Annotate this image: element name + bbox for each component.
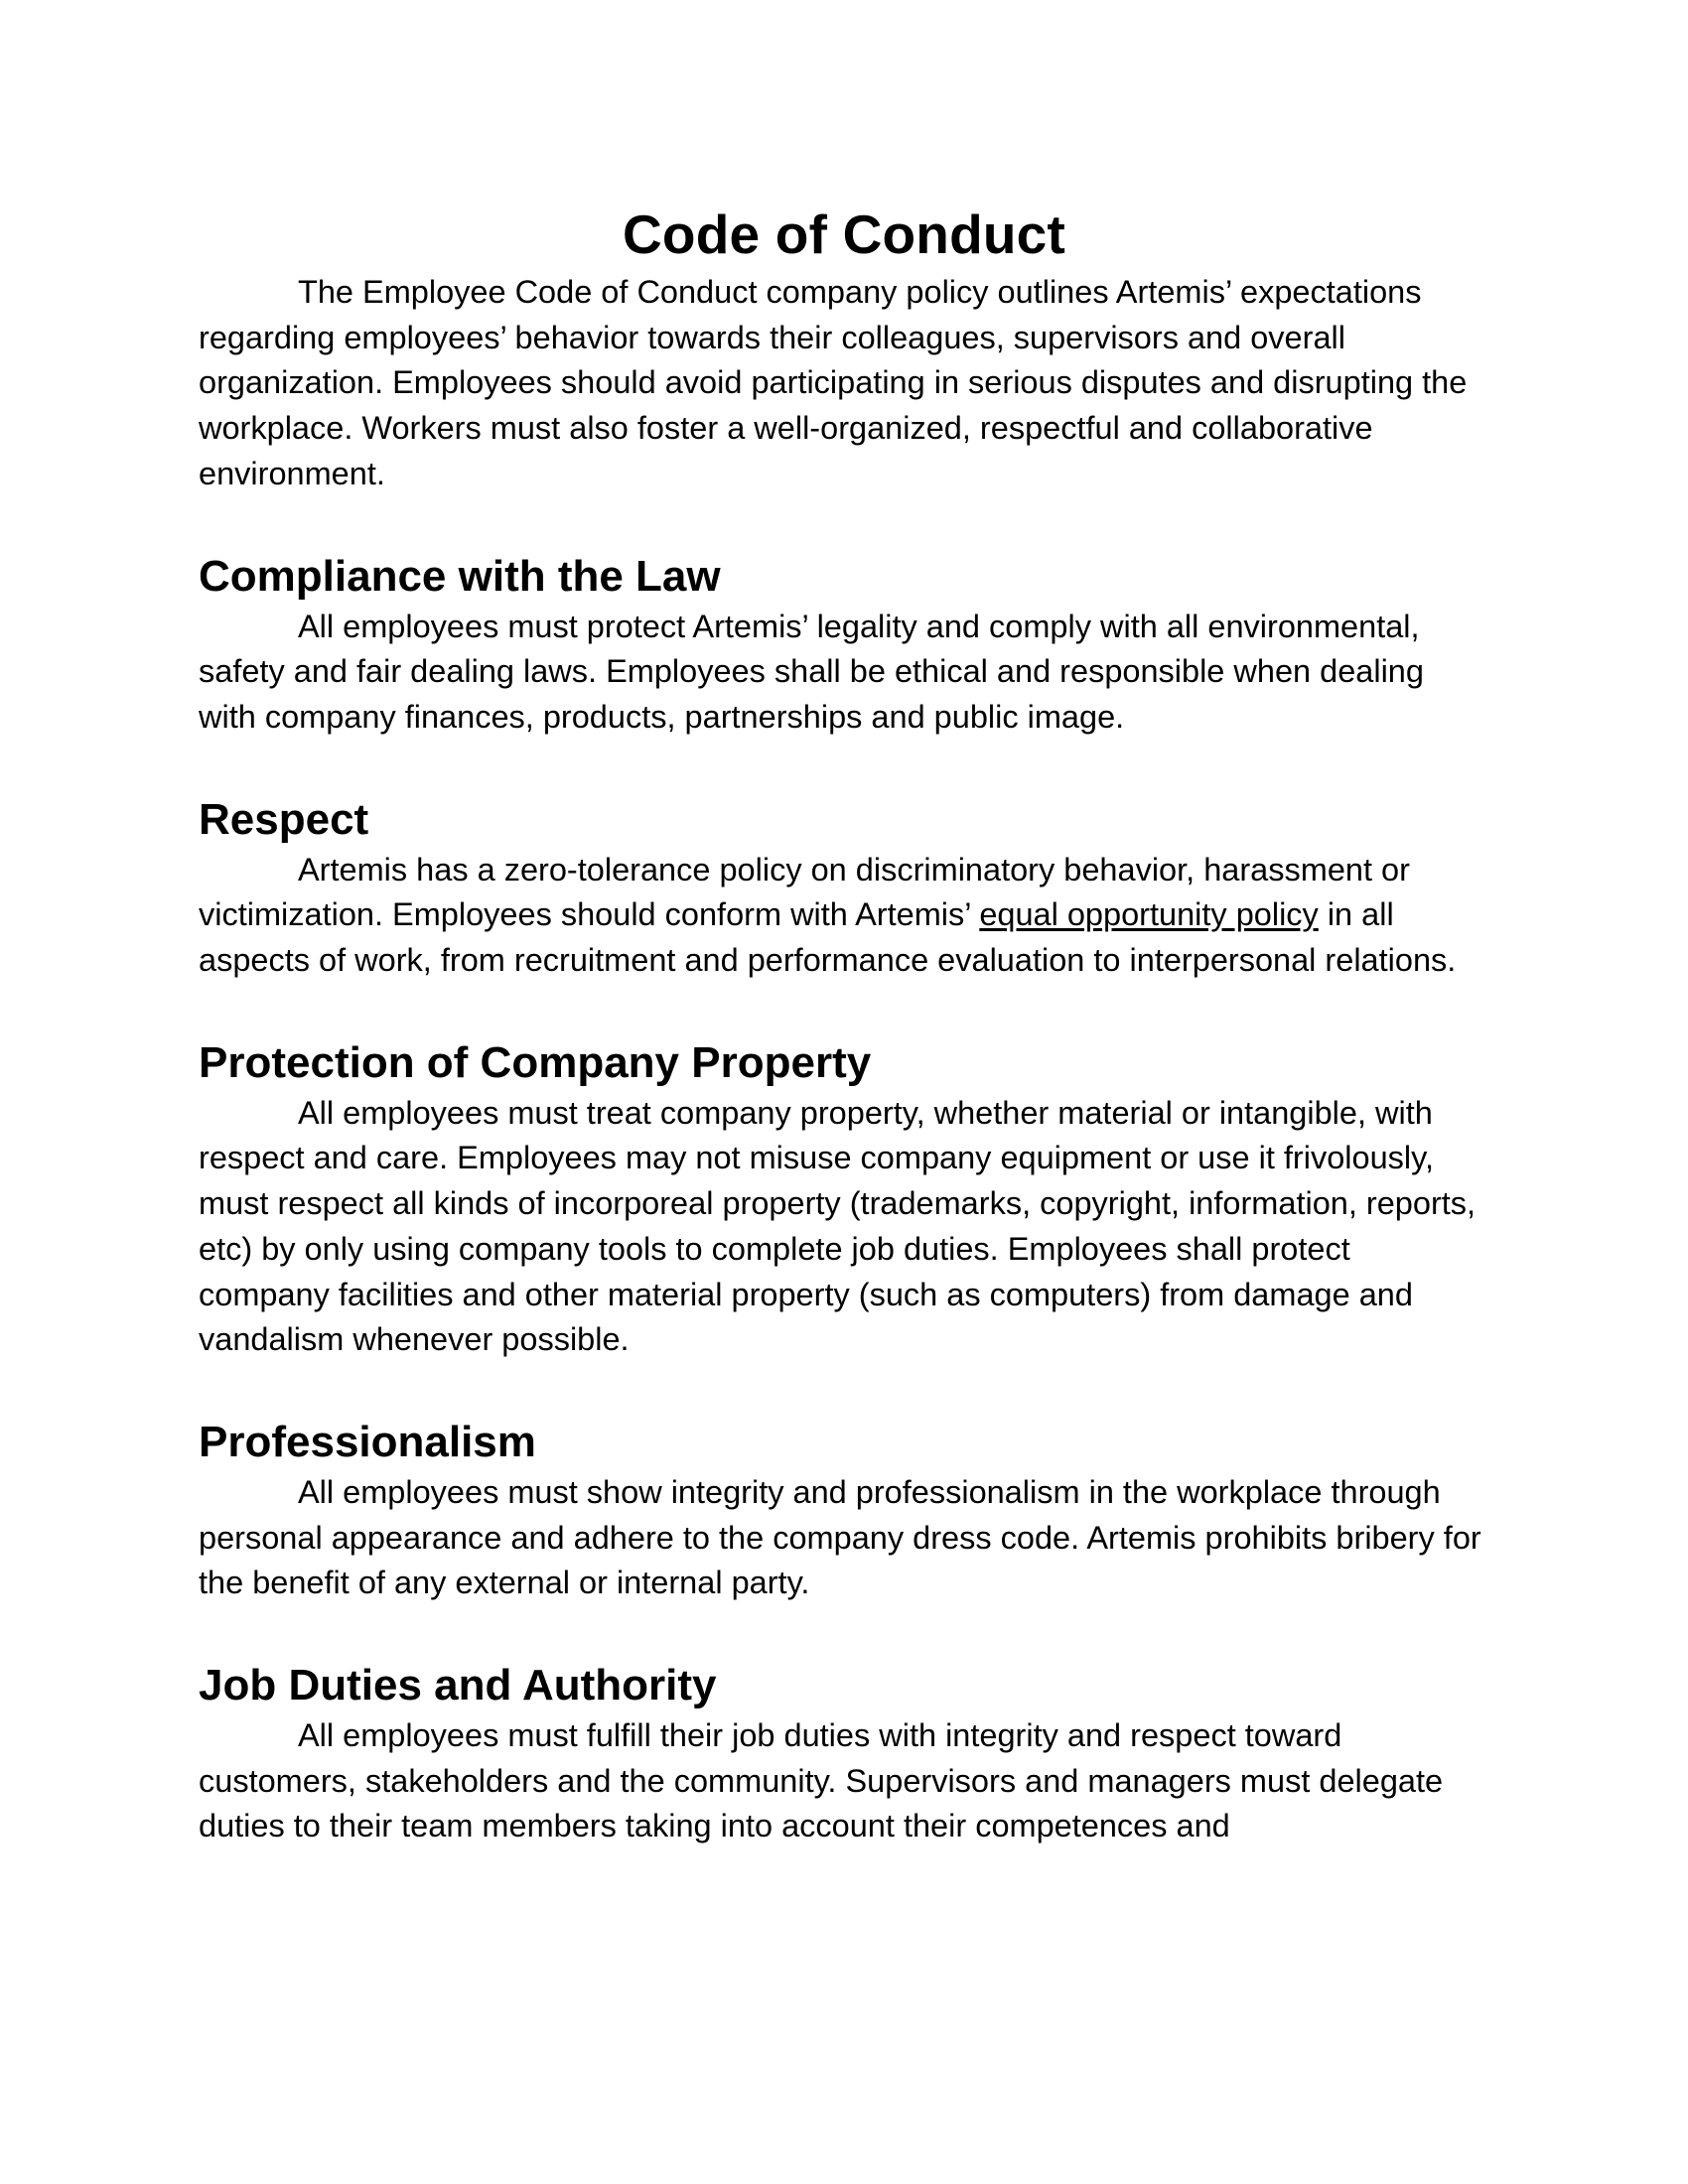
intro-paragraph: The Employee Code of Conduct company policy outlines Artemis’ expectations regarding employees’ behavior towards their colleagues, supervisors and overall organization. Employees should avoid participating in serious disputes and disrupting the workplace. Workers must also foster a well-organized, respectful and collaborative environment. (199, 274, 1468, 491)
section-job-duties (199, 1658, 1489, 1849)
section-respect (199, 792, 1489, 984)
section-spacer (199, 497, 1489, 549)
respect-text-after-link: in all aspects of work, from recruitment and performance evaluation to interpersonal relations. (199, 896, 1457, 979)
section-body-job-duties: All employees must fulfill their job duties with integrity and respect toward customers, stakeholders and the community. Supervisors and managers must delegate duties to their team members taking into account their competences and (199, 1717, 1444, 1844)
section-body-company-property: All employees must treat company property, whether material or intangible, with respect and care. Employees may not misuse company equipment or use it frivolously, must respect all kinds of incorporeal property (trademarks, copyright, information, reports, etc) by only using company tools to complete job duties. Employees shall protect company facilities and other material property (such as computers) from damage and vandalism whenever possible. (199, 1094, 1477, 1358)
section-compliance (199, 549, 1489, 741)
section-spacer (199, 1606, 1489, 1658)
section-body-professionalism: All employees must show integrity and professionalism in the workplace through personal appearance and adhere to the company dress code. Artemis prohibits bribery for the benefit of any external or internal party. (199, 1473, 1481, 1601)
respect-text-before-link: Artemis has a zero-tolerance policy on discriminatory behavior, harassment or victimization. Employees should conform with Artemis’ (199, 851, 1410, 933)
section-spacer (199, 1363, 1489, 1415)
page-title: Code of Conduct (623, 204, 1065, 265)
section-body-compliance: All employees must protect Artemis’ legality and comply with all environmental, safety and fair dealing laws. Employees shall be ethical and responsible when dealing with company finances, products, partnerships and public image. (199, 608, 1424, 735)
section-spacer (199, 741, 1489, 792)
section-professionalism (199, 1415, 1489, 1606)
section-heading-company-property: Protection of Company Property (199, 1037, 872, 1087)
equal-opportunity-policy-link[interactable]: equal opportunity policy (979, 896, 1319, 933)
section-company-property (199, 1035, 1489, 1363)
section-heading-compliance: Compliance with the Law (199, 551, 721, 601)
section-spacer (199, 984, 1489, 1035)
section-heading-professionalism: Professionalism (199, 1417, 536, 1466)
section-heading-job-duties: Job Duties and Authority (199, 1661, 717, 1710)
section-body-respect (199, 848, 1489, 984)
section-heading-respect: Respect (199, 794, 369, 844)
document-content (199, 199, 1489, 1849)
